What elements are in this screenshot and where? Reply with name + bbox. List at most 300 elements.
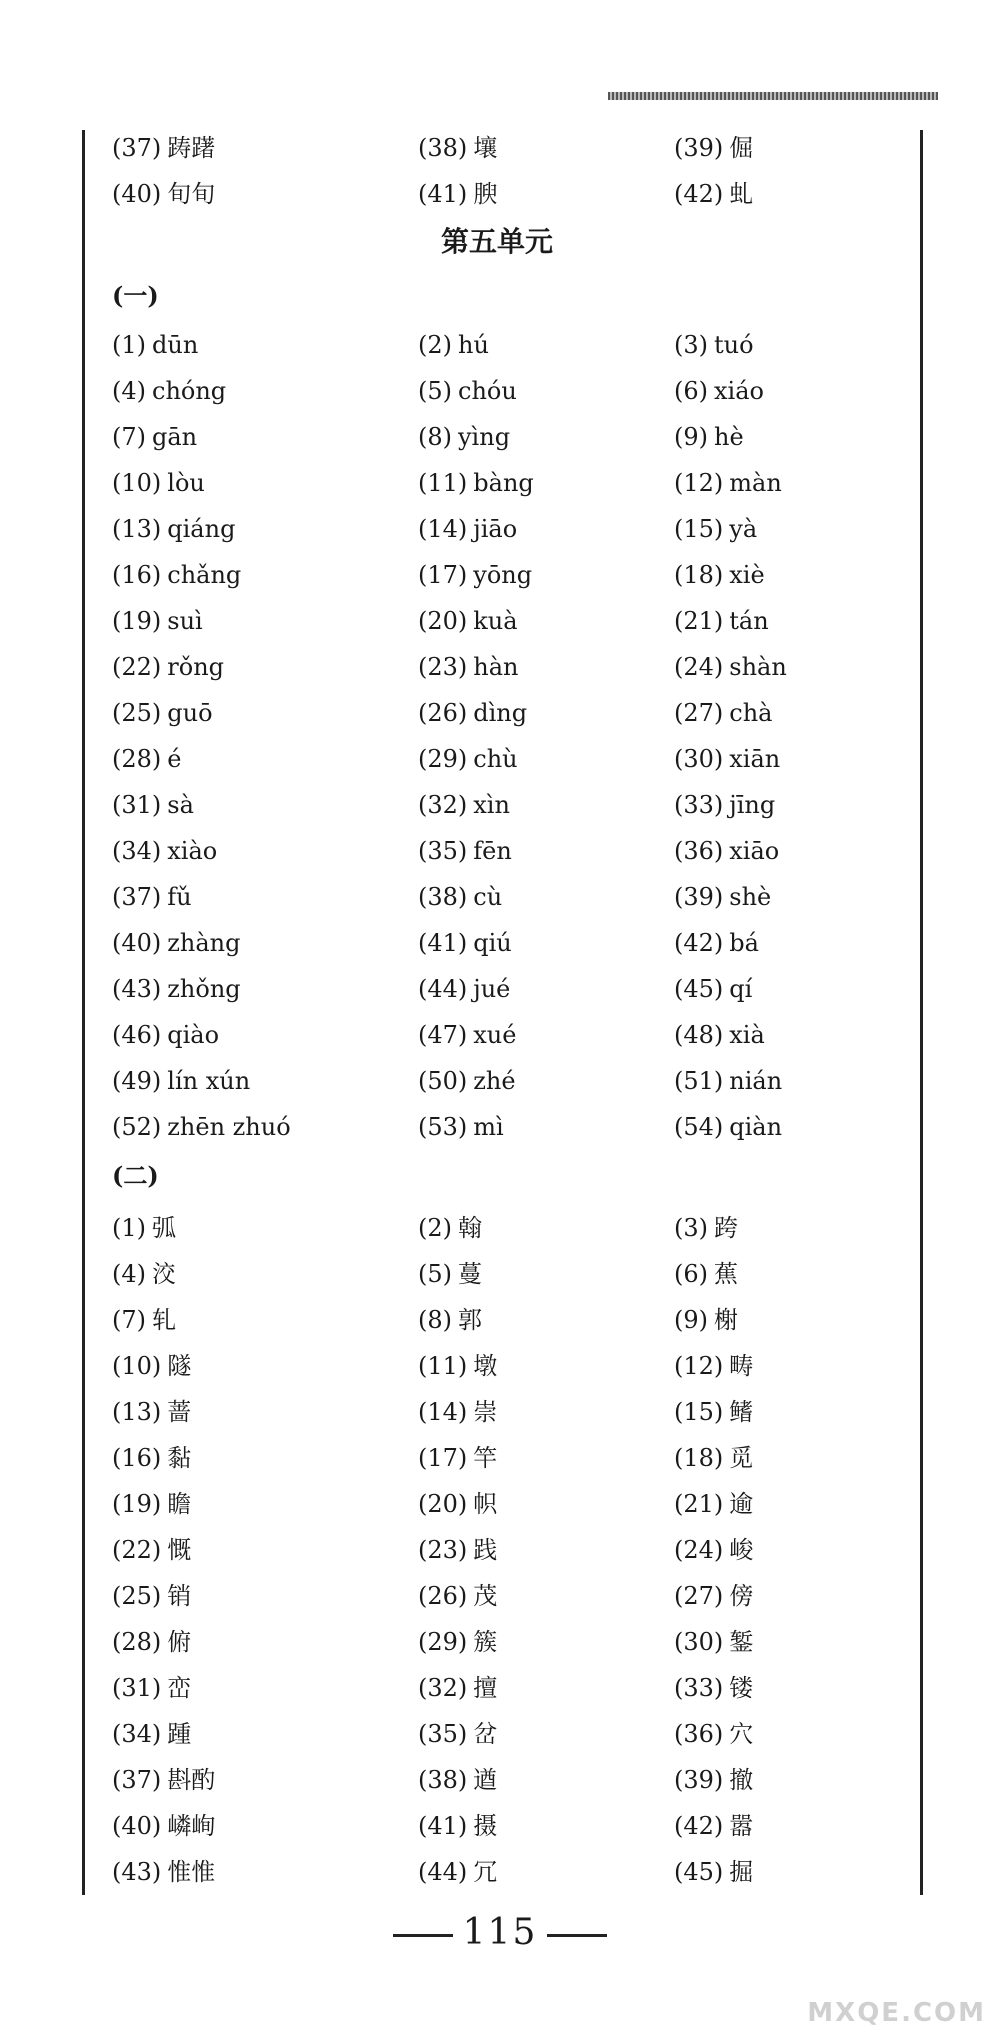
answer-number: (38) [418,133,468,162]
answer-text: 洨 [152,1259,176,1288]
answer-text: 榭 [714,1305,738,1334]
answer-item [112,174,418,209]
answer-item [674,1208,904,1243]
answer-item [674,515,904,543]
answer-row [112,1386,912,1432]
answer-item [112,653,418,681]
answer-text: 鳍 [729,1397,754,1426]
answer-number: (17) [418,561,468,589]
answer-row [112,1202,912,1248]
answer-number: (14) [418,1397,468,1426]
answer-number: (45) [674,1857,724,1886]
answer-number: (1) [112,331,146,359]
answer-number: (11) [418,1351,468,1380]
answer-text: 岔 [473,1719,498,1748]
answer-number: (51) [674,1067,724,1095]
answer-row [112,414,912,460]
answer-number: (26) [418,1581,468,1610]
answer-row [112,1846,912,1892]
answer-row [112,1294,912,1340]
answer-text: bàng [473,469,534,497]
answer-item [674,1576,904,1611]
answer-text: dìng [473,699,528,727]
answer-text: 轧 [152,1305,176,1334]
answer-text: 峻 [729,1535,754,1564]
answer-row [112,1570,912,1616]
answer-number: (34) [112,1719,162,1748]
answer-number: (20) [418,1489,468,1518]
answer-row [112,1616,912,1662]
answer-number: (17) [418,1443,468,1472]
answer-text: 蕉 [714,1259,738,1288]
answer-number: (49) [112,1067,162,1095]
answer-text: 虬 [729,179,754,208]
answer-text: rǒng [167,653,225,681]
answer-item [112,331,418,359]
answer-row [112,1432,912,1478]
answer-item [674,745,904,773]
answer-number: (22) [112,1535,162,1564]
answer-row [112,506,912,552]
answer-number: (47) [418,1021,468,1049]
answer-text: lín xún [167,1067,251,1095]
answer-text: jiāo [473,515,518,543]
answer-item [418,791,674,819]
answer-text: 镂 [729,1673,754,1702]
answer-number: (16) [112,561,162,589]
carryover-answers [112,122,912,214]
answer-content [112,122,912,1892]
answer-number: (37) [112,133,162,162]
answer-row [112,874,912,920]
answer-item [674,1392,904,1427]
answer-number: (36) [674,1719,724,1748]
footer-dash-right [547,1934,607,1937]
answer-number: (39) [674,1765,724,1794]
answer-item [112,1067,418,1095]
answer-text: 壤 [473,133,498,162]
answer-number: (6) [674,1259,708,1288]
answer-number: (38) [418,883,468,911]
answer-number: (10) [112,469,162,497]
answer-item [674,975,904,1003]
answer-text: 簇 [473,1627,498,1656]
answer-number: (40) [112,179,162,208]
answer-number: (8) [418,1305,452,1334]
answer-item [112,561,418,589]
answer-item [112,1852,418,1887]
answer-item [418,174,674,209]
answer-row [112,644,912,690]
answer-item [418,1576,674,1611]
answer-number: (15) [674,1397,724,1426]
answer-item [418,1622,674,1657]
answer-row [112,920,912,966]
answer-text: 惟惟 [167,1857,216,1886]
answer-item [112,1254,418,1289]
answer-item [112,745,418,773]
answer-row [112,966,912,1012]
answer-number: (5) [418,377,452,405]
answer-item [674,699,904,727]
top-decorative-rule [608,92,938,100]
answer-item [112,515,418,543]
answer-item [674,1021,904,1049]
answer-item [674,469,904,497]
left-margin-line [82,130,85,1895]
answer-item [674,883,904,911]
answer-number: (2) [418,1213,452,1242]
answer-text: zhàng [167,929,241,957]
answer-number: (7) [112,423,146,451]
answer-text: 蔓 [458,1259,482,1288]
answer-item [112,607,418,635]
answer-item [418,1067,674,1095]
answer-item [112,1576,418,1611]
answer-item [112,1622,418,1657]
answer-row [112,598,912,644]
answer-text: yōng [473,561,533,589]
answer-item [112,1113,418,1141]
answer-item [112,1484,418,1519]
answer-text: jīng [729,791,776,819]
answer-number: (13) [112,515,162,543]
answer-item [112,1392,418,1427]
answer-item [112,469,418,497]
answer-item [418,607,674,635]
answer-text: xué [473,1021,517,1049]
answer-number: (42) [674,1811,724,1840]
section-heading-1: (一) [112,281,159,310]
answer-text: 翰 [458,1213,482,1242]
answer-number: (44) [418,1857,468,1886]
answer-text: qiào [167,1021,220,1049]
answer-item [112,837,418,865]
answer-number: (11) [418,469,468,497]
answer-row [112,1248,912,1294]
answer-text: 摄 [473,1811,498,1840]
answer-number: (23) [418,1535,468,1564]
answer-text: 倔 [729,133,754,162]
answer-text: tuó [714,331,754,359]
answer-number: (30) [674,1627,724,1656]
answer-row [112,1340,912,1386]
answer-text: 遒 [473,1765,498,1794]
answer-item [674,1622,904,1657]
answer-item [418,423,674,451]
answer-number: (46) [112,1021,162,1049]
answer-item [418,377,674,405]
answer-text: 穴 [729,1719,754,1748]
answer-number: (37) [112,1765,162,1794]
answer-number: (38) [418,1765,468,1794]
answer-text: qiáng [167,515,236,543]
answer-text: chà [729,699,773,727]
answer-item [674,1067,904,1095]
answer-row [112,1662,912,1708]
watermark: MXQE.COM [807,1998,986,2028]
answer-item [112,1021,418,1049]
answer-item [112,1208,418,1243]
answer-text: 俯 [167,1627,192,1656]
answer-number: (54) [674,1113,724,1141]
answer-item [674,331,904,359]
answer-item [418,653,674,681]
answer-row [112,1058,912,1104]
right-margin-line [920,130,923,1895]
answer-number: (34) [112,837,162,865]
answer-number: (30) [674,745,724,773]
answer-item [418,1484,674,1519]
answer-text: kuà [473,607,518,635]
answer-item [674,1346,904,1381]
answer-number: (32) [418,791,468,819]
answer-text: sà [167,791,194,819]
answer-text: zhǒng [167,975,241,1003]
answer-number: (31) [112,791,162,819]
answer-item [674,423,904,451]
unit-title: 第五单元 [440,225,553,258]
answer-text: xiān [729,745,781,773]
answer-text: hú [458,331,489,359]
answer-item [674,561,904,589]
answer-item [674,837,904,865]
answer-number: (3) [674,1213,708,1242]
answer-item [674,1438,904,1473]
answer-text: mì [473,1113,504,1141]
answer-number: (43) [112,1857,162,1886]
answer-text: chóng [152,377,227,405]
answer-text: zhé [473,1067,516,1095]
answer-item [418,699,674,727]
answer-item [112,423,418,451]
character-answers [112,1202,912,1892]
answer-text: 跨 [714,1213,738,1242]
answer-text: chù [473,745,518,773]
answer-item [112,128,418,163]
pinyin-answers [112,322,912,1150]
answer-item [674,1254,904,1289]
answer-row [112,1754,912,1800]
answer-item [418,1438,674,1473]
answer-text: 郭 [458,1305,482,1334]
answer-number: (28) [112,745,162,773]
answer-item [112,975,418,1003]
answer-text: shàn [729,653,787,681]
answer-number: (27) [674,1581,724,1610]
answer-item [418,515,674,543]
answer-number: (23) [418,653,468,681]
answer-number: (42) [674,929,724,957]
answer-item [674,1300,904,1335]
answer-text: 销 [167,1581,192,1610]
answer-text: 擅 [473,1673,498,1702]
answer-text: 帜 [473,1489,498,1518]
answer-item [112,1438,418,1473]
answer-text: dūn [152,331,199,359]
answer-row [112,322,912,368]
answer-text: suì [167,607,203,635]
answer-item [418,1806,674,1841]
answer-item [674,1760,904,1795]
answer-item [674,1668,904,1703]
answer-number: (52) [112,1113,162,1141]
answer-item [418,561,674,589]
answer-number: (12) [674,469,724,497]
answer-text: fēn [473,837,512,865]
answer-text: 逾 [729,1489,754,1518]
answer-number: (44) [418,975,468,1003]
answer-number: (50) [418,1067,468,1095]
answer-row [112,122,912,168]
answer-text: qiú [473,929,512,957]
answer-number: (9) [674,423,708,451]
answer-item [418,883,674,911]
answer-item [112,929,418,957]
answer-number: (24) [674,653,724,681]
answer-text: 掘 [729,1857,754,1886]
answer-item [674,174,904,209]
answer-item [418,929,674,957]
answer-number: (48) [674,1021,724,1049]
answer-item [112,1300,418,1335]
answer-row [112,1800,912,1846]
answer-text: 嶙峋 [167,1811,216,1840]
answer-number: (18) [674,561,724,589]
answer-number: (40) [112,929,162,957]
answer-item [674,377,904,405]
answer-number: (35) [418,1719,468,1748]
answer-number: (41) [418,929,468,957]
answer-number: (12) [674,1351,724,1380]
answer-item [112,883,418,911]
answer-item [674,1484,904,1519]
footer-dash-left [393,1934,453,1937]
answer-number: (21) [674,607,724,635]
answer-text: 慨 [167,1535,192,1564]
answer-item [418,1113,674,1141]
answer-item [674,929,904,957]
answer-text: 隧 [167,1351,192,1380]
answer-number: (20) [418,607,468,635]
answer-number: (31) [112,1673,162,1702]
answer-text: qiàn [729,1113,783,1141]
answer-number: (25) [112,1581,162,1610]
answer-text: hè [714,423,744,451]
answer-number: (32) [418,1673,468,1702]
answer-number: (19) [112,607,162,635]
answer-number: (18) [674,1443,724,1472]
answer-number: (33) [674,791,724,819]
answer-number: (33) [674,1673,724,1702]
answer-item [674,1714,904,1749]
answer-text: 弧 [152,1213,176,1242]
answer-text: xiè [729,561,765,589]
answer-row [112,1012,912,1058]
answer-text: 峦 [167,1673,192,1702]
answer-text: 錾 [729,1627,754,1656]
answer-item [418,1021,674,1049]
answer-text: 黏 [167,1443,192,1472]
answer-number: (13) [112,1397,162,1426]
answer-text: 蔷 [167,1397,192,1426]
answer-text: cù [473,883,503,911]
answer-item [674,1113,904,1141]
answer-number: (37) [112,883,162,911]
answer-row [112,168,912,214]
answer-text: màn [729,469,782,497]
answer-row [112,552,912,598]
answer-text: 畴 [729,1351,754,1380]
answer-number: (10) [112,1351,162,1380]
answer-item [418,331,674,359]
answer-number: (16) [112,1443,162,1472]
answer-number: (36) [674,837,724,865]
answer-number: (39) [674,883,724,911]
answer-text: fǔ [167,883,192,911]
answer-item [418,1254,674,1289]
answer-text: 踵 [167,1719,192,1748]
answer-number: (41) [418,1811,468,1840]
answer-number: (3) [674,331,708,359]
answer-text: zhēn zhuó [167,1113,291,1141]
answer-text: xìn [473,791,510,819]
answer-text: xiào [167,837,218,865]
answer-text: yà [729,515,758,543]
answer-number: (24) [674,1535,724,1564]
answer-number: (5) [418,1259,452,1288]
answer-text: yìng [458,423,511,451]
section-heading-2: (二) [112,1161,159,1190]
answer-number: (2) [418,331,452,359]
answer-number: (29) [418,1627,468,1656]
answer-text: 冗 [473,1857,498,1886]
answer-row [112,1104,912,1150]
answer-number: (15) [674,515,724,543]
answer-number: (4) [112,377,146,405]
answer-number: (45) [674,975,724,1003]
answer-item [112,1346,418,1381]
answer-text: 腴 [473,179,498,208]
answer-item [674,653,904,681]
answer-item [674,128,904,163]
answer-number: (1) [112,1213,146,1242]
answer-item [112,1714,418,1749]
answer-text: lòu [167,469,205,497]
answer-number: (6) [674,377,708,405]
answer-text: 踌躇 [167,133,216,162]
answer-number: (4) [112,1259,146,1288]
answer-number: (42) [674,179,724,208]
answer-text: 撤 [729,1765,754,1794]
answer-number: (26) [418,699,468,727]
answer-item [674,791,904,819]
answer-text: jué [473,975,511,1003]
answer-text: 瞻 [167,1489,192,1518]
answer-item [674,1806,904,1841]
answer-number: (22) [112,653,162,681]
answer-number: (7) [112,1305,146,1334]
answer-item [418,1852,674,1887]
answer-row [112,1524,912,1570]
answer-item [418,1300,674,1335]
answer-item [418,1714,674,1749]
answer-item [112,1806,418,1841]
answer-item [418,1208,674,1243]
answer-row [112,736,912,782]
answer-number: (41) [418,179,468,208]
answer-number: (40) [112,1811,162,1840]
